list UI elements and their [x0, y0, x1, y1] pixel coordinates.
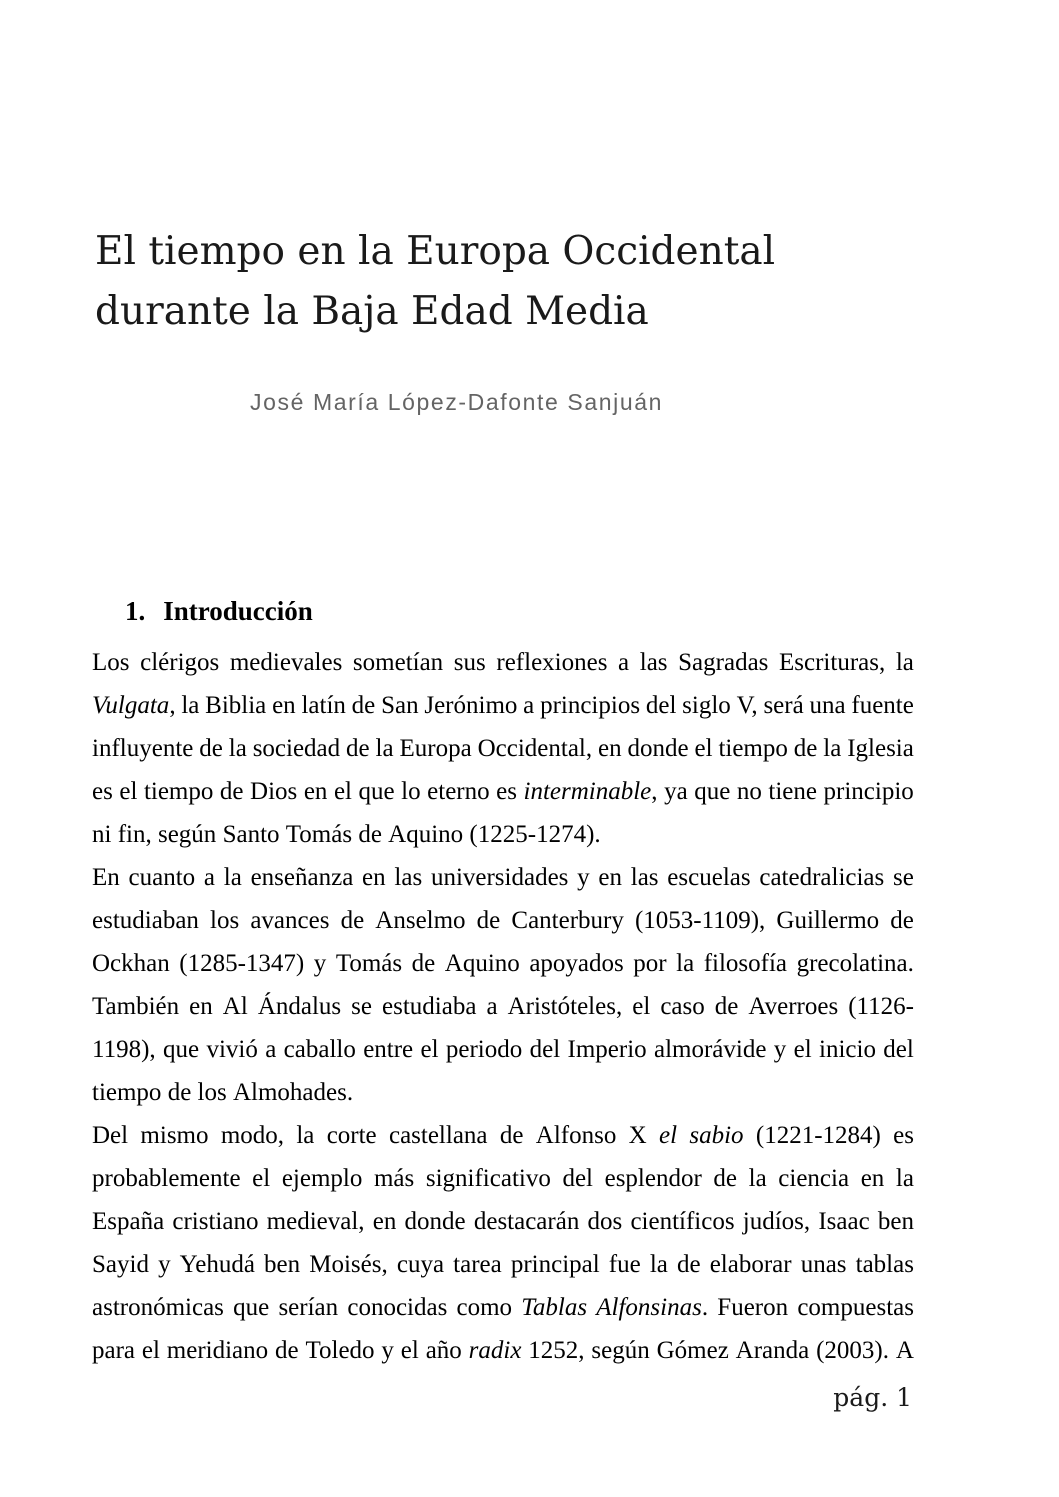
text-line: astronómicas que serían conocidas como Tablas Alfonsinas. Fueron compuestas [92, 1294, 914, 1321]
section-number: 1. [125, 596, 146, 626]
text-line: es el tiempo de Dios en el que lo eterno es interminable, ya que no tiene principio [92, 778, 914, 805]
text-line: Sayid y Yehudá ben Moisés, cuya tarea principal fue la de elaborar unas tablas [92, 1251, 914, 1278]
text-line: Vulgata, la Biblia en latín de San Jerónimo a principios del siglo V, será una fuente [92, 692, 914, 719]
text-line: En cuanto a la enseñanza en las universidades y en las escuelas catedralicias se [92, 864, 914, 891]
text-line: Ockhan (1285-1347) y Tomás de Aquino apoyados por la filosofía grecolatina. [92, 950, 914, 977]
text-line: España cristiano medieval, en donde destacarán dos científicos judíos, Isaac ben [92, 1208, 914, 1235]
paragraph-2 [92, 856, 914, 1114]
page-number: pág. 1 [833, 1383, 912, 1412]
document-title-line-2: durante la Baja Edad Media [95, 289, 649, 334]
text-line: probablemente el ejemplo más significativo del esplendor de la ciencia en la [92, 1165, 914, 1192]
section-label: Introducción [163, 596, 313, 626]
text-line: ni fin, según Santo Tomás de Aquino (1225-1274). [92, 821, 601, 848]
paragraph-3 [92, 1114, 914, 1372]
text-line: influyente de la sociedad de la Europa Occidental, en donde el tiempo de la Iglesia [92, 735, 914, 762]
paragraph-1 [92, 641, 914, 856]
text-line: Los clérigos medievales sometían sus reflexiones a las Sagradas Escrituras, la [92, 649, 914, 676]
text-line: para el meridiano de Toledo y el año radix 1252, según Gómez Aranda (2003). A [92, 1337, 914, 1364]
text-line: También en Al Ándalus se estudiaba a Aristóteles, el caso de Averroes (1126- [92, 993, 914, 1020]
author-line: José María López-Dafonte Sanjuán [250, 389, 664, 415]
text-line: Del mismo modo, la corte castellana de Alfonso X el sabio (1221-1284) es [92, 1122, 914, 1149]
text-line: tiempo de los Almohades. [92, 1079, 354, 1106]
document-title-line-1: El tiempo en la Europa Occidental [95, 229, 776, 274]
section-heading [92, 593, 914, 629]
document-title [95, 222, 914, 342]
body-text [92, 641, 914, 1372]
text-line: estudiaban los avances de Anselmo de Canterbury (1053-1109), Guillermo de [92, 907, 914, 934]
text-line: 1198), que vivió a caballo entre el periodo del Imperio almorávide y el inicio del [92, 1036, 914, 1063]
